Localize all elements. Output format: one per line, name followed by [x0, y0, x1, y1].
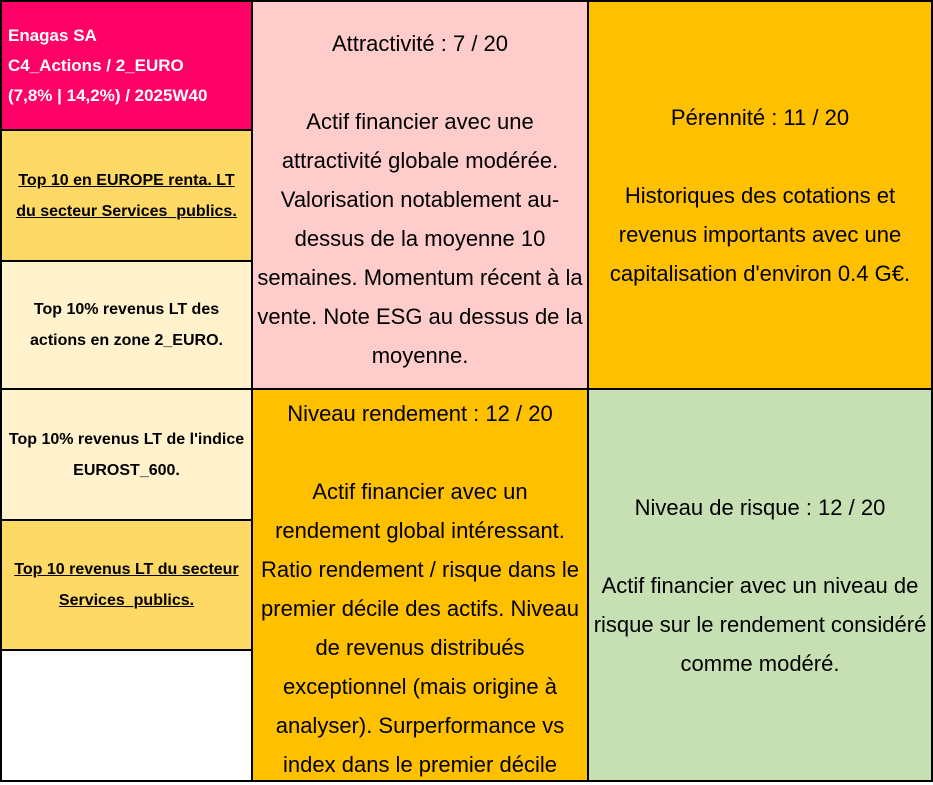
performance-stats: (7,8% | 14,2%) / 2025W40: [8, 85, 208, 105]
ranking-index: [0, 388, 253, 521]
attractivite-title: Attractivité : 7 / 20: [331, 31, 509, 56]
ranking-europe-sector[interactable]: [0, 129, 253, 262]
rendement-body: Actif financier avec un rendement global intéressant. Ratio rendement / risque dans le premier décile des actifs. Niveau de revenus distribués exceptionnel (mais origine à analyser). Surperformance vs index dans le premier décile: [261, 479, 579, 777]
risque-title: Niveau de risque : 12 / 20: [634, 494, 886, 520]
ranking-link[interactable]: Top 10 en EUROPE renta. LT du secteur Services_publics.: [16, 171, 237, 220]
perennite-panel: [587, 0, 933, 390]
attractivite-body: Actif financier avec une attractivité globale modérée. Valorisation notablement au-dessus de la moyenne 10 semaines. Momentum récent à la vente. Note ESG au dessus de la moyenne.: [257, 109, 583, 368]
ranking-sector[interactable]: [0, 519, 253, 651]
ranking-link[interactable]: Top 10 revenus LT du secteur Services_publics.: [14, 561, 239, 609]
risque-body: Actif financier avec un niveau de risque sur le rendement considéré comme modéré.: [593, 572, 927, 676]
company-header: [0, 0, 253, 131]
perennite-title: Pérennité : 11 / 20: [670, 104, 850, 130]
empty-cell: [0, 649, 253, 782]
attractivite-panel: [251, 0, 589, 390]
rendement-panel: [251, 388, 589, 782]
ranking-zone-euro: [0, 260, 253, 390]
company-name: Enagas SA: [8, 25, 97, 45]
perennite-body: Historiques des cotations et revenus importants avec une capitalisation d'environ 0.4 G€.: [609, 182, 911, 286]
rendement-title: Niveau rendement : 12 / 20: [287, 401, 553, 426]
risque-panel: [587, 388, 933, 782]
ranking-text: Top 10% revenus LT des actions en zone 2_EURO.: [30, 301, 223, 349]
asset-category: C4_Actions / 2_EURO: [8, 55, 184, 75]
ranking-text: Top 10% revenus LT de l'indice EUROST_600.: [8, 430, 245, 479]
